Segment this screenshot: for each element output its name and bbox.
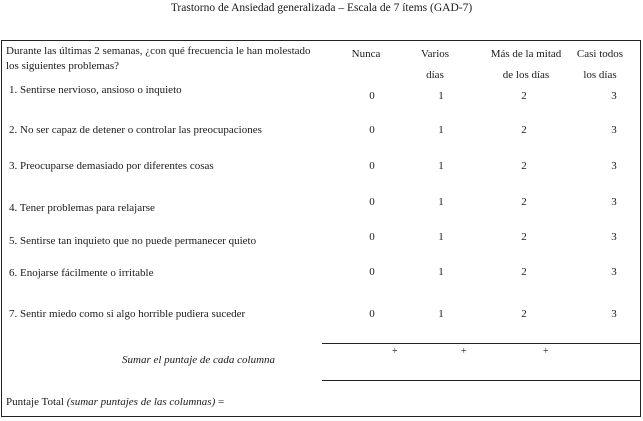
column-header-nunca [346,44,386,65]
score-cell[interactable]: 1 [438,90,444,102]
item-label-4: 4. Tener problemas para relajarse [9,202,155,214]
total-prefix: Puntaje Total [6,396,67,408]
score-cell[interactable]: 3 [611,231,617,243]
score-cell[interactable]: 1 [438,231,444,243]
column-header-line: de los días [502,69,550,81]
column-header-line: los días [583,69,617,81]
item-label-5: 5. Sentirse tan inquieto que no puede permanecer quieto [9,235,257,247]
sum-top-divider [322,343,641,344]
score-cell[interactable]: 3 [611,160,617,172]
score-cell[interactable]: 1 [438,308,444,320]
score-cell[interactable]: 3 [611,266,617,278]
sum-columns-label: Sumar el puntaje de cada columna [122,354,276,366]
plus-sign: + [461,346,467,357]
item-label-1: 1. Sentirse nervioso, ansioso o inquieto [9,84,182,96]
item-label-7: 7. Sentir miedo como si algo horrible pudiera suceder [9,308,246,320]
score-cell[interactable]: 2 [521,196,527,208]
total-note: (sumar puntajes de las columnas) [66,396,216,408]
column-header-mas-de-la-mitad [478,44,574,86]
score-cell[interactable]: 3 [611,308,617,320]
plus-sign: + [543,346,549,357]
score-cell[interactable]: 3 [611,90,617,102]
score-cell[interactable]: 3 [611,124,617,136]
score-cell[interactable]: 1 [438,160,444,172]
score-cell[interactable]: 1 [438,124,444,136]
sum-bottom-divider [322,380,641,381]
score-cell[interactable]: 2 [521,124,527,136]
column-header-line: Varios [420,48,450,60]
item-label-6: 6. Enojarse fácilmente o irritable [9,267,154,279]
column-header-line: días [426,69,444,81]
item-label-2: 2. No ser capaz de detener o controlar las preocupaciones [9,124,262,136]
score-cell[interactable]: 2 [521,266,527,278]
score-cell[interactable]: 0 [369,160,375,172]
column-header-line: Nunca [351,48,381,60]
score-cell[interactable]: 0 [369,266,375,278]
column-header-casi-todos [570,44,630,86]
score-cell[interactable]: 0 [369,90,375,102]
score-cell[interactable]: 0 [369,231,375,243]
score-cell[interactable]: 2 [521,308,527,320]
score-cell[interactable]: 2 [521,90,527,102]
form-table-frame [1,40,641,417]
item-label-3: 3. Preocuparse demasiado por diferentes cosas [9,160,214,172]
score-cell[interactable]: 0 [369,124,375,136]
column-header-line: Más de la mitad [490,48,562,60]
score-cell[interactable]: 1 [438,266,444,278]
score-cell[interactable]: 2 [521,160,527,172]
column-header-line: Casi todos [576,48,624,60]
score-cell[interactable]: 1 [438,196,444,208]
plus-sign: + [392,346,398,357]
score-cell[interactable]: 0 [369,308,375,320]
score-cell[interactable]: 3 [611,196,617,208]
page-title: Trastorno de Ansiedad generalizada – Escala de 7 ítems (GAD-7) [170,2,473,14]
score-cell[interactable]: 0 [369,196,375,208]
question-header: Durante las últimas 2 semanas, ¿con qué frecuencia le han molestado los siguientes problemas? [6,45,311,72]
score-cell[interactable]: 2 [521,231,527,243]
total-score-label [6,396,224,408]
column-header-varios-dias [410,44,460,86]
total-suffix: = [215,396,225,408]
